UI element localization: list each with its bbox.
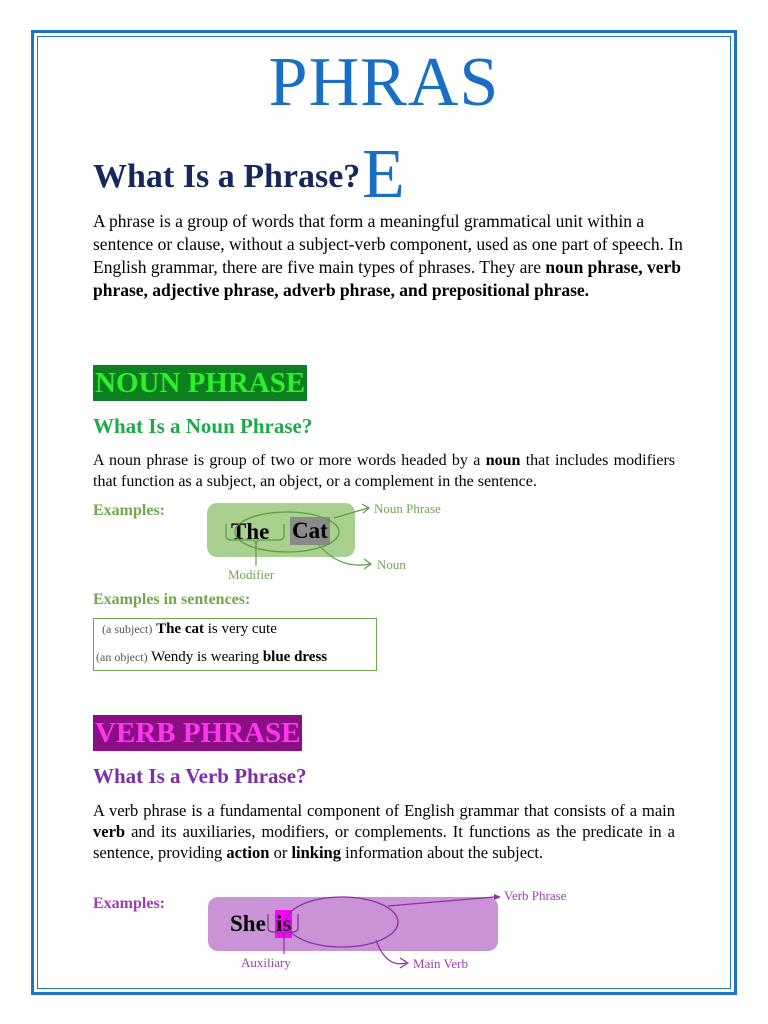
main-verb-arrow — [376, 940, 406, 964]
sentence-role: (a subject) — [102, 622, 153, 636]
auxiliary-annotation: Auxiliary — [241, 955, 291, 970]
sentences-label: Examples in sentences: — [93, 591, 251, 608]
main-verb-annotation: Main Verb — [413, 956, 469, 971]
noun-arrow — [318, 544, 370, 565]
noun-para-bold: noun — [485, 452, 521, 469]
noun-phrase-banner: NOUN PHRASE — [95, 367, 306, 399]
noun-phrase-arrow — [334, 508, 368, 518]
verb-para-bold: linking — [291, 843, 341, 862]
modifier-annotation: Modifier — [228, 567, 275, 582]
verb-para-bold: verb — [93, 822, 126, 841]
verb-para-bold: action — [226, 843, 270, 862]
verb-diagram-word-is: is — [276, 911, 292, 936]
noun-phrase-ellipse — [235, 512, 339, 552]
sentence-rest: is very cute — [203, 621, 277, 637]
noun-phrase-annotation: Noun Phrase — [374, 501, 441, 516]
verb-para-text: information about the subject. — [340, 843, 544, 862]
verb-para-text: or — [269, 843, 292, 862]
sentence-rest: Wendy is wearing — [147, 649, 263, 665]
verb-para-text: A verb phrase is a fundamental component of English grammar that consists of a main — [93, 801, 675, 820]
document-title: PHRAS — [268, 44, 500, 121]
verb-phrase-banner: VERB PHRASE — [95, 717, 301, 749]
sentence-role: (an object) — [96, 650, 148, 664]
verb-examples-label: Examples: — [93, 895, 165, 912]
sentence-noun-phrase: blue dress — [262, 649, 328, 665]
verb-diagram-word-she: She — [230, 911, 266, 936]
noun-examples-label: Examples: — [93, 502, 165, 519]
intro-heading: What Is a Phrase? — [93, 158, 361, 195]
modifier-bracket — [226, 524, 284, 546]
sentence-noun-phrase: The cat — [156, 621, 204, 637]
verb-phrase-arrow — [388, 897, 494, 906]
noun-para-text: A noun phrase is group of two or more words headed by a — [93, 452, 486, 469]
noun-diagram-word-cat: Cat — [292, 518, 328, 543]
noun-phrase-heading: What Is a Noun Phrase? — [93, 414, 313, 438]
noun-annotation: Noun — [377, 557, 406, 572]
document-title-wrap: E — [362, 136, 405, 213]
verb-phrase-ellipse — [286, 897, 398, 947]
noun-diagram-word-the: The — [231, 519, 270, 544]
noun-para-text-end: that includes modifiers that function as a subject, an object, or a complement in the sentence. — [93, 452, 675, 490]
verb-phrase-annotation: Verb Phrase — [504, 888, 567, 903]
verb-phrase-arrowhead — [494, 894, 501, 900]
verb-phrase-heading: What Is a Verb Phrase? — [93, 764, 307, 788]
intro-text: A phrase is a group of words that form a meaningful grammatical unit within a sentence or clause, without a subject-verb component, used as one part of speech. In English grammar, there are five main types of phrases. They are — [93, 211, 683, 277]
verb-para-text: and its auxiliaries, modifiers, or complements. It functions as the predicate in a sentence, providing — [93, 822, 675, 862]
intro-phrase-types: noun phrase, verb phrase, adjective phrase, adverb phrase, and prepositional phrase. — [93, 257, 682, 300]
